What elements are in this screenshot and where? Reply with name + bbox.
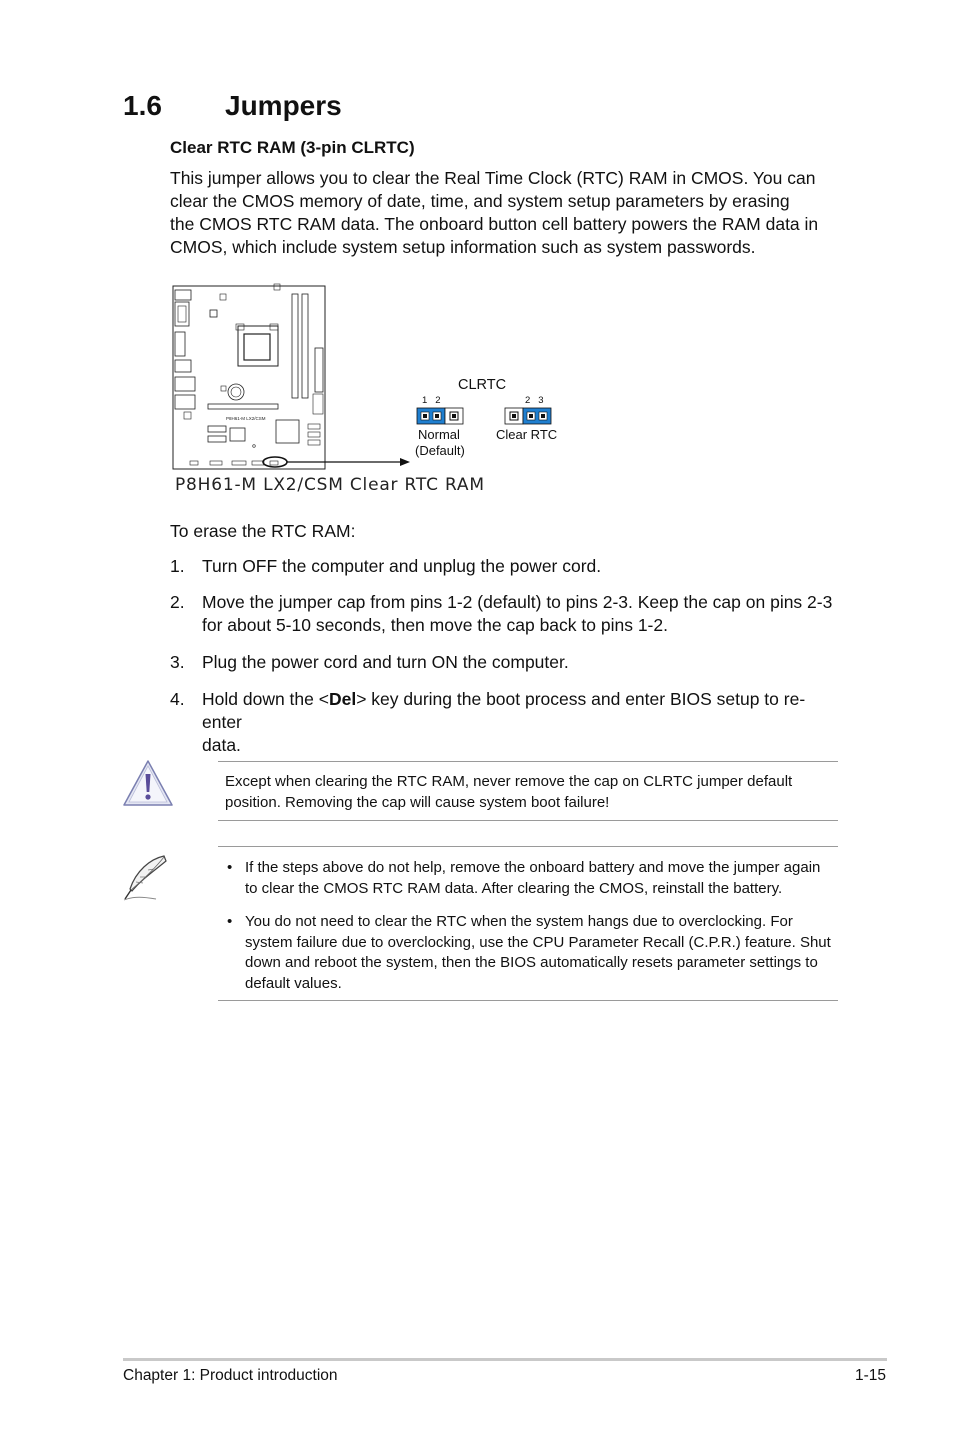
- note-item-1: [227, 858, 827, 900]
- step-text: for about 5-10 seconds, then move the cap back to pins 1-2.: [202, 615, 668, 635]
- section-number: 1.6: [123, 90, 162, 121]
- step-number: 2.: [170, 592, 185, 612]
- diagram-caption: P8H61-M LX2/CSM Clear RTC RAM: [175, 475, 485, 495]
- warning-icon: [121, 758, 175, 808]
- step-number: 3.: [170, 652, 185, 672]
- intro-line: CMOS, which include system setup information such as system passwords.: [170, 237, 756, 257]
- warning-line: Except when clearing the RTC RAM, never remove the cap on CLRTC jumper default: [225, 773, 793, 790]
- jumper-title: CLRTC: [458, 377, 507, 393]
- erase-title: To erase the RTC RAM:: [170, 521, 356, 541]
- note-line: system failure due to overclocking, use the CPU Parameter Recall (C.P.R.) feature. Shut: [245, 933, 831, 951]
- step-text: Move the jumper cap from pins 1-2 (default) to pins 2-3. Keep the cap on pins 2-3: [202, 592, 833, 612]
- note-line: If the steps above do not help, remove the onboard battery and move the jumper again: [245, 859, 821, 876]
- step-number: 4.: [170, 689, 185, 709]
- board-label: P8H61-M LX2/CSM: [226, 416, 266, 421]
- warning-text: [225, 772, 835, 813]
- step-number: 1.: [170, 556, 185, 576]
- step-text: [202, 688, 842, 734]
- normal-label: Normal: [418, 427, 460, 442]
- step-text-post: > key during the boot process and enter BIOS setup to re-enter: [202, 689, 806, 732]
- clear-jumper: [505, 408, 551, 424]
- step-text-pre: Hold down the <: [202, 689, 329, 709]
- subheading: Clear RTC RAM (3-pin CLRTC): [170, 138, 415, 157]
- warning-line: position. Removing the cap will cause system boot failure!: [225, 793, 610, 811]
- note-top-rule: [218, 846, 838, 847]
- bullet-dot: •: [227, 859, 233, 876]
- clear-pin-numbers: 2 3: [525, 395, 544, 406]
- note-line: You do not need to clear the RTC when the system hangs due to overclocking. For: [245, 913, 793, 930]
- step-text: Turn OFF the computer and unplug the power cord.: [202, 556, 602, 576]
- step-text: data.: [202, 735, 241, 755]
- warning-top-rule: [218, 761, 838, 762]
- default-label: (Default): [415, 443, 465, 458]
- warning-bottom-rule: [218, 820, 838, 821]
- intro-line: clear the CMOS memory of date, time, and system setup parameters by erasing: [170, 191, 790, 211]
- clear-rtc-label: Clear RTC: [496, 427, 558, 442]
- note-line: default values.: [245, 974, 342, 992]
- note-bottom-rule: [218, 1000, 838, 1001]
- footer-page-number: 1-15: [855, 1367, 887, 1384]
- note-line: down and reboot the system, then the BIOS automatically resets parameter settings to: [245, 954, 818, 971]
- section-title: Jumpers: [225, 90, 342, 121]
- intro-line: the CMOS RTC RAM data. The onboard button cell battery powers the RAM data in: [170, 214, 819, 234]
- footer-rule: [123, 1358, 887, 1361]
- feather-note-icon: [120, 853, 172, 903]
- intro-line: This jumper allows you to clear the Real Time Clock (RTC) RAM in CMOS. You can: [170, 168, 816, 188]
- motherboard-diagram: [170, 282, 590, 472]
- del-key: Del: [328, 689, 357, 709]
- normal-jumper: [417, 408, 463, 424]
- arrow-head: [400, 458, 410, 466]
- step-text: Plug the power cord and turn ON the computer.: [202, 652, 569, 672]
- intro-paragraph: [170, 167, 830, 259]
- normal-pin-numbers: 1 2: [422, 395, 441, 406]
- note-item-2: [227, 912, 831, 996]
- footer-chapter: Chapter 1: Product introduction: [123, 1367, 338, 1384]
- note-line: to clear the CMOS RTC RAM data. After clearing the CMOS, reinstall the battery.: [245, 879, 783, 897]
- bullet-dot: •: [227, 913, 233, 930]
